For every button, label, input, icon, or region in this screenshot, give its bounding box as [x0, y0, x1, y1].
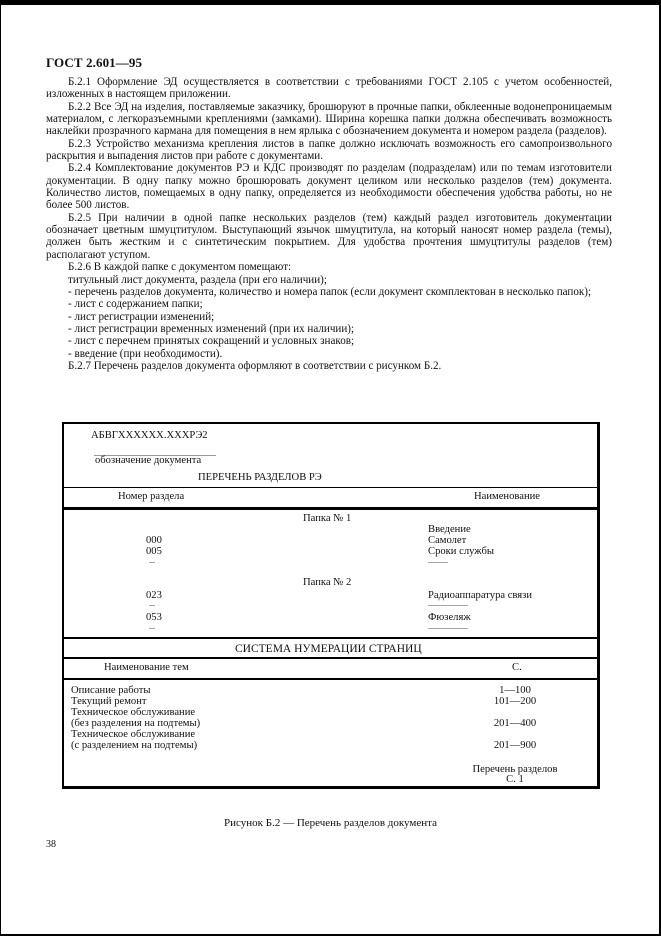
- topic-pages: 1—100: [499, 685, 531, 696]
- column-header-name: Наименование: [474, 491, 540, 502]
- column-header-pages: С.: [512, 662, 522, 673]
- folder-1-num: 005: [146, 546, 162, 557]
- folder-1-num: 000: [146, 535, 162, 546]
- folder-2-name: ....................: [428, 599, 468, 608]
- page-numbering-title: СИСТЕМА НУМЕРАЦИИ СТРАНИЦ: [235, 643, 422, 655]
- paragraph-b24: Б.2.4 Комплектование документов РЭ и КДС производят по разделам (подразделам) или по темам изготовители документации. В одну папку можно брошюровать документ целиком или несколько разделов (тем) документа. Количество листов, помещаемых в одну папку, определяется из необходимости обеспечения удобства работы, но не более 500 листов.: [46, 162, 612, 212]
- section-list-title: ПЕРЕЧЕНЬ РАЗДЕЛОВ РЭ: [198, 472, 322, 483]
- divider: [64, 487, 597, 488]
- list-item: - лист с содержанием папки;: [68, 298, 203, 311]
- folder-1-name: Введение: [428, 524, 471, 535]
- footer-section-list: Перечень разделов: [472, 764, 558, 775]
- folder-2-name: Фюзеляж: [428, 612, 471, 623]
- folder-2-name: Радиоаппаратура связи: [428, 590, 533, 601]
- divider: [64, 657, 597, 659]
- folder-1-name: Сроки службы: [428, 546, 494, 557]
- folder-2-name: ....................: [428, 622, 468, 631]
- topic-name: Описание работы: [71, 685, 151, 696]
- topic-name: Техническое обслуживание: [71, 729, 196, 740]
- paragraph-b23: Б.2.3 Устройство механизма крепления листов в папке должно исключать возможность его самопроизвольного раскрытия и выпадения листов при работе с документами.: [46, 137, 612, 163]
- figure-caption: Рисунок Б.2 — Перечень разделов документа: [224, 817, 437, 829]
- topic-name: Текущий ремонт: [71, 696, 147, 707]
- divider: [64, 507, 597, 510]
- list-item: - лист регистрации изменений;: [68, 310, 215, 323]
- folder-1-title: Папка № 1: [303, 513, 352, 524]
- folder-2-num: ...: [149, 622, 155, 631]
- topic-name: (без разделения на подтемы): [71, 718, 201, 729]
- folder-2-num: ...: [149, 599, 155, 608]
- footer-page-number: С. 1: [506, 774, 524, 785]
- list-item: - перечень разделов документа, количество и номера папок (если документ скомплектован в несколько папок);: [68, 285, 592, 298]
- document-designation: АБВГXXXXXX.XXXРЭ2: [91, 430, 208, 441]
- column-header-number: Номер раздела: [118, 491, 185, 502]
- folder-1-num: ...: [149, 556, 155, 565]
- paragraph-b21: Б.2.1 Оформление ЭД осуществляется в соответствии с требованиями ГОСТ 2.105 с учетом особенностей, изложенных в настоящем приложении.: [46, 76, 612, 101]
- paragraph-b27: Б.2.7 Перечень разделов документа оформляют в соответствии с рисунком Б.2.: [68, 359, 442, 372]
- folder-2-num: 053: [146, 612, 162, 623]
- topic-name: Техническое обслуживание: [71, 707, 196, 718]
- list-item: - введение (при необходимости).: [68, 347, 223, 360]
- figure-b2-box: [62, 422, 600, 789]
- paragraph-b22: Б.2.2 Все ЭД на изделия, поставляемые заказчику, брошюруют в прочные папки, обклеенные водонепроницаемым материалом, с легкоразъемными креплениями (замками). Ширина корешка папки должна обеспечивать возможность наклейки прозрачного кармана для помещения в нем ярлыка с обозначением документа и номером раздела (разделов).: [46, 100, 612, 138]
- paragraph-b25: Б.2.5 При наличии в одной папке нескольких разделов (тем) каждый раздел изготовитель документации обозначает цветным шмуцтитулом. Выступающий язычок шмуцтитула, на который наносят номер раздела (темы), должен быть жестким и с синтетическим покрытием. Для удобства прочтения шмуцтитулы разделов (тем) располагают уступом.: [46, 211, 612, 261]
- paragraph-b26: Б.2.6 В каждой папке с документом помещают:: [68, 261, 292, 274]
- list-item: титульный лист документа, раздела (при его наличии);: [68, 273, 327, 286]
- topic-pages: 201—400: [493, 718, 537, 729]
- folder-1-name: Самолет: [428, 535, 467, 546]
- page-number: 38: [46, 839, 56, 850]
- page-frame-top: [0, 0, 661, 5]
- designation-label: обозначение документа: [95, 455, 202, 466]
- column-header-topics: Наименование тем: [104, 662, 189, 673]
- document-header: ГОСТ 2.601—95: [46, 55, 143, 70]
- topic-pages: 101—200: [493, 696, 537, 707]
- body-text: [46, 76, 612, 372]
- list-item: - лист регистрации временных изменений (при их наличии);: [68, 322, 355, 335]
- divider: [64, 678, 597, 680]
- list-item: - лист с перечнем принятых сокращений и условных знаков;: [68, 335, 355, 348]
- topic-pages: 201—900: [493, 740, 537, 751]
- folder-2-num: 023: [146, 590, 162, 601]
- folder-2-title: Папка № 2: [303, 577, 352, 588]
- folder-1-name: ..........: [428, 556, 448, 565]
- page-frame-left: [0, 0, 1, 936]
- topic-name: (с разделением на подтемы): [71, 740, 198, 751]
- divider: [64, 637, 597, 639]
